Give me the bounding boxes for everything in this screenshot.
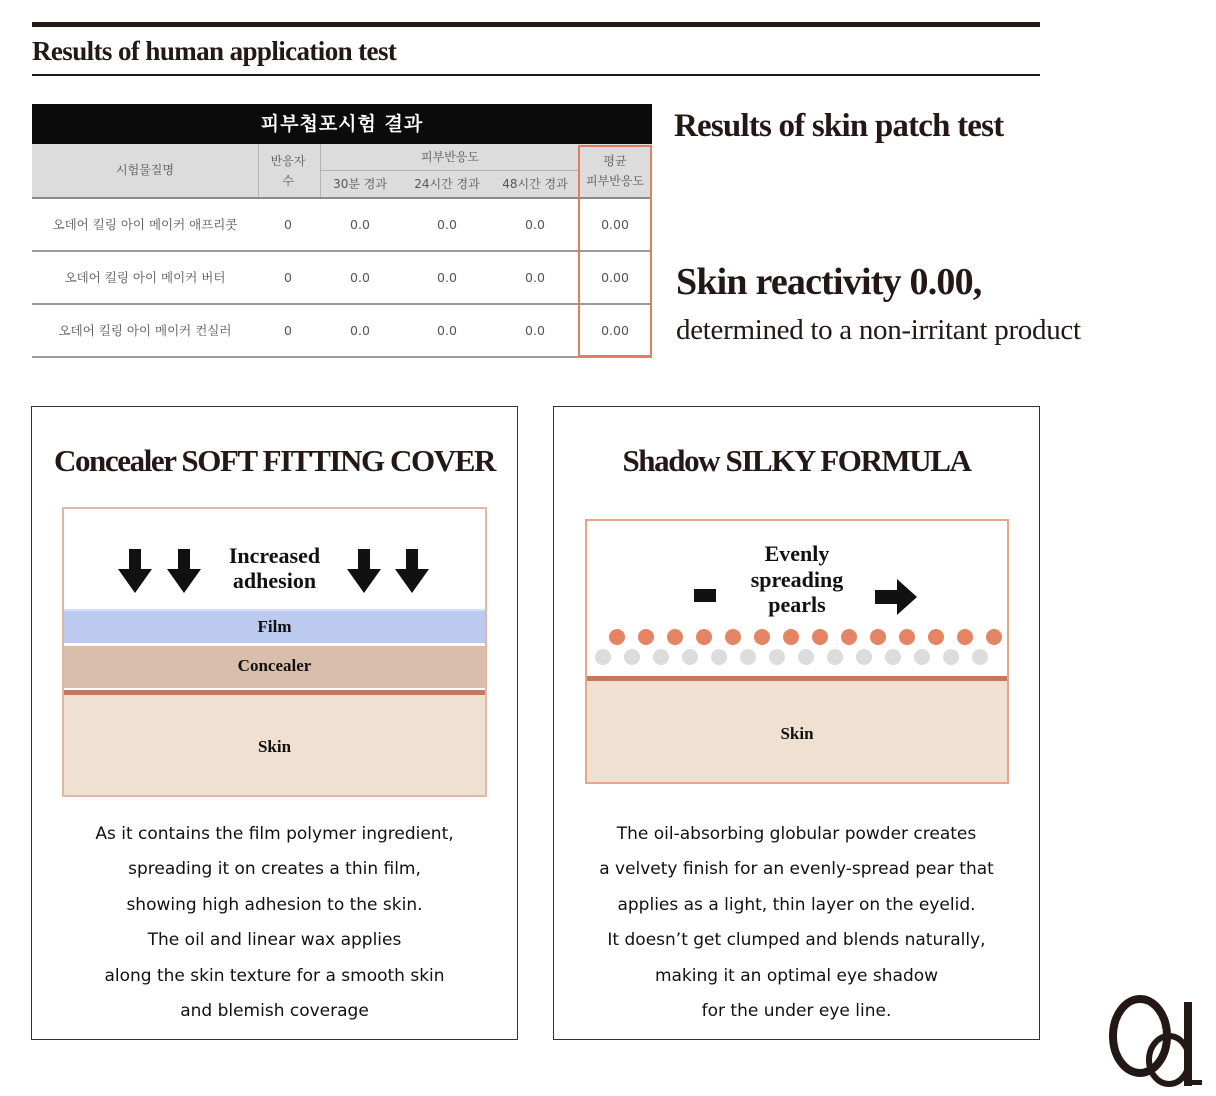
shadow-card-title: Shadow SILKY FORMULA <box>622 443 971 478</box>
row-24h: 0.0 <box>437 270 457 285</box>
col-header-name: 시험물질명 <box>116 163 174 177</box>
pearl-dot <box>711 649 727 665</box>
film-layer <box>64 609 485 643</box>
desc-line: for the under eye line. <box>701 1001 892 1022</box>
row-48h: 0.0 <box>525 270 545 285</box>
skin-layer <box>64 695 485 795</box>
adhesion-label-2: adhesion <box>232 568 317 593</box>
pearls-label-1: Evenly <box>764 541 830 566</box>
desc-line: spreading it on creates a thin film, <box>128 859 421 880</box>
pearl-dot <box>682 649 698 665</box>
skin-label: Skin <box>780 724 814 743</box>
pearl-dot <box>609 629 625 645</box>
pearl-dot <box>783 629 799 645</box>
row-count: 0 <box>284 217 292 232</box>
pearl-dot <box>638 629 654 645</box>
row-24h: 0.0 <box>437 217 457 232</box>
pearl-dot <box>899 629 915 645</box>
pearl-dot <box>841 629 857 645</box>
col-header-avg-1: 평균 <box>603 154 627 168</box>
table-divider <box>258 144 259 197</box>
col-header-reaction: 피부반응도 <box>421 150 479 164</box>
od-monogram-logo <box>1104 990 1208 1090</box>
col-header-count-2: 수 <box>282 174 294 188</box>
desc-line: showing high adhesion to the skin. <box>126 894 423 915</box>
pearl-dot <box>972 649 988 665</box>
pearl-dot <box>986 629 1002 645</box>
row-30min: 0.0 <box>350 323 370 338</box>
col-header-24h: 24시간 경과 <box>414 177 480 191</box>
skin-layer <box>587 681 1007 782</box>
shadow-description <box>554 817 1039 1029</box>
average-highlight-box <box>578 145 652 357</box>
concealer-diagram <box>62 507 487 797</box>
skin-label: Skin <box>257 737 292 756</box>
desc-line: and blemish coverage <box>180 1001 369 1022</box>
concealer-layer <box>64 646 485 688</box>
desc-line: applies as a light, thin layer on the eyelid. <box>617 894 976 915</box>
row-avg: 0.00 <box>601 270 629 285</box>
pearl-dot <box>754 629 770 645</box>
reactivity-subline: determined to a non-irritant product <box>676 314 1081 346</box>
pearl-dot <box>870 629 886 645</box>
row-48h: 0.0 <box>525 217 545 232</box>
concealer-card <box>31 406 518 1040</box>
pearls-label-3: pearls <box>768 592 826 617</box>
row-count: 0 <box>284 323 292 338</box>
desc-line: It doesn’t get clumped and blends naturally, <box>607 930 986 951</box>
pearl-dot <box>812 629 828 645</box>
pearl-dot <box>667 629 683 645</box>
pearl-dot <box>914 649 930 665</box>
pearl-dot <box>827 649 843 665</box>
table-row <box>32 305 652 358</box>
row-name: 오데어 킬링 아이 메이커 컨실러 <box>58 323 232 338</box>
pearl-dot <box>928 629 944 645</box>
row-24h: 0.0 <box>437 323 457 338</box>
reactivity-headline: Skin reactivity 0.00, <box>676 261 982 303</box>
header-bottom-rule <box>32 74 1040 76</box>
table-divider <box>320 170 578 171</box>
desc-line: making it an optimal eye shadow <box>654 965 939 986</box>
desc-line: As it contains the film polymer ingredient, <box>95 824 454 844</box>
pearl-dot <box>798 649 814 665</box>
pearl-dot <box>595 649 611 665</box>
desc-line: The oil and linear wax applies <box>147 930 402 951</box>
row-name: 오데어 킬링 아이 메이커 버터 <box>64 270 226 285</box>
pearl-dot <box>943 649 959 665</box>
col-header-avg-2: 피부반응도 <box>586 174 644 188</box>
row-avg: 0.00 <box>601 323 629 338</box>
col-header-30min: 30분 경과 <box>333 177 387 191</box>
pearls-label-2: spreading <box>750 567 844 592</box>
pearl-dot <box>653 649 669 665</box>
row-count: 0 <box>284 270 292 285</box>
pearl-dot <box>957 629 973 645</box>
pearl-dot <box>885 649 901 665</box>
concealer-card-title: Concealer SOFT FITTING COVER <box>53 443 496 478</box>
col-header-count-1: 반응자 <box>270 154 306 168</box>
table-title: 피부첩포시험 결과 <box>32 104 652 144</box>
row-30min: 0.0 <box>350 217 370 232</box>
col-header-48h: 48시간 경과 <box>502 177 568 191</box>
row-avg: 0.00 <box>601 217 629 232</box>
concealer-description <box>32 817 517 1029</box>
pearl-dot <box>740 649 756 665</box>
table-header-row <box>32 144 652 199</box>
section-title: Results of human application test <box>32 36 397 66</box>
shadow-diagram <box>585 519 1009 784</box>
pearl-dot <box>696 629 712 645</box>
concealer-label: Concealer <box>237 656 312 675</box>
header-top-rule <box>32 22 1040 27</box>
row-name: 오데어 킬링 아이 메이커 애프리콧 <box>52 217 238 232</box>
desc-line: The oil-absorbing globular powder creates <box>616 824 977 844</box>
pearl-dot <box>856 649 872 665</box>
table-row <box>32 252 652 305</box>
adhesion-label-1: Increased <box>228 543 321 568</box>
pearl-dot <box>725 629 741 645</box>
film-label: Film <box>257 617 292 636</box>
patch-test-table <box>32 104 652 356</box>
pearl-dot <box>624 649 640 665</box>
desc-line: a velvety finish for an evenly-spread pear that <box>599 859 994 880</box>
row-30min: 0.0 <box>350 270 370 285</box>
row-48h: 0.0 <box>525 323 545 338</box>
desc-line: along the skin texture for a smooth skin <box>104 965 445 986</box>
table-row <box>32 199 652 252</box>
shadow-card <box>553 406 1040 1040</box>
patch-test-heading: Results of skin patch test <box>674 108 1004 144</box>
pearl-dot <box>769 649 785 665</box>
